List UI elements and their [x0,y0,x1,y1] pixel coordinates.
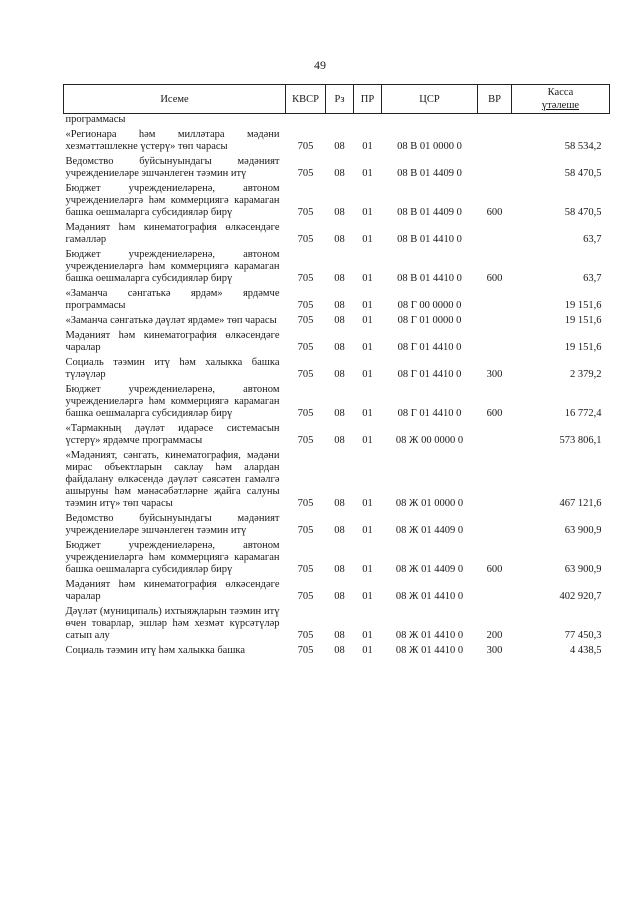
row-sum: 63 900,9 [564,525,602,536]
row-rz: 08 [334,300,345,311]
row-kvsr: 705 [297,591,314,602]
row-sum: 402 920,7 [559,591,602,602]
table-row [64,327,610,354]
row-name: «Тармакның дәүләт идарәсе системасын үстерү» ярдәмче программасы [65,423,280,446]
row-pr: 01 [362,525,373,536]
row-name: Ведомство буйсынуындагы мәдәният учреждениеләре эшчәнлеген тәэмин итү [65,513,280,536]
row-pr: 01 [362,342,373,353]
page-number: 49 [314,58,326,72]
row-rz: 08 [334,207,345,218]
row-pr: 01 [362,630,373,641]
row-kvsr: 705 [297,300,314,311]
row-csr: 08 Ж 01 4410 0 [395,591,464,602]
header-rz: Рз [326,85,354,114]
row-sum: 58 534,2 [564,141,602,152]
row-kvsr: 705 [297,168,314,179]
row-kvsr: 705 [297,408,314,419]
table-row [64,381,610,420]
table-row [64,420,610,447]
row-vr: 600 [486,207,503,218]
row-name: Социаль тәэмин итү һәм халыкка башка түләүләр [65,357,280,380]
row-name: Бюджет учреждениеләренә, автоном учреждениеләргә һәм коммерциягә карамаган башка оешмаларга субсидияләр бирү [65,540,280,575]
row-pr: 01 [362,564,373,575]
row-vr: 200 [486,630,503,641]
row-pr: 01 [362,435,373,446]
row-sum: 58 470,5 [564,168,602,179]
row-pr: 01 [362,234,373,245]
row-rz: 08 [334,564,345,575]
header-vr: ВР [478,85,512,114]
row-sum: 573 806,1 [559,435,602,446]
row-vr: 600 [486,408,503,419]
row-csr: 08 Г 00 0000 0 [397,300,462,311]
row-sum: 16 772,4 [564,408,602,419]
row-csr: 08 Ж 00 0000 0 [395,435,464,446]
table-row [64,219,610,246]
row-rz: 08 [334,645,345,656]
row-vr: 300 [486,369,503,380]
table-row [64,126,610,153]
row-name: «Заманча сәнгатькә дәүләт ярдәме» төп чарасы [65,315,277,326]
row-name: Дәүләт (муниципаль) ихтыяҗларын тәэмин итү өчен товарлар, эшләр һәм хезмәт күрсәтүләр сатып алу [65,606,280,641]
row-pr: 01 [362,315,373,326]
row-sum: 4 438,5 [570,645,602,656]
header-pr: ПР [354,85,382,114]
row-pr: 01 [362,273,373,284]
table-row [64,354,610,381]
row-sum: 19 151,6 [564,300,602,311]
row-csr: 08 В 01 0000 0 [397,141,462,152]
row-pr: 01 [362,300,373,311]
table-header [64,85,610,114]
row-csr: 08 Г 01 4410 0 [397,342,462,353]
header-name: Исеме [64,85,286,114]
header-kassa-line1: Касса [547,87,574,98]
continuation-row [64,114,610,127]
row-kvsr: 705 [297,435,314,446]
row-kvsr: 705 [297,630,314,641]
row-name: Бюджет учреждениеләренә, автоном учреждениеләргә һәм коммерциягә карамаган башка оешмаларга субсидияләр бирү [65,183,280,218]
row-kvsr: 705 [297,273,314,284]
row-kvsr: 705 [297,315,314,326]
table-row [64,312,610,327]
row-rz: 08 [334,369,345,380]
row-vr [478,312,512,327]
row-vr [478,126,512,153]
row-vr [478,219,512,246]
row-kvsr: 705 [297,564,314,575]
row-rz: 08 [334,315,345,326]
row-vr [478,285,512,312]
row-csr: 08 Г 01 4410 0 [397,408,462,419]
header-csr: ЦСР [382,85,478,114]
table-row [64,180,610,219]
row-sum: 77 450,3 [564,630,602,641]
row-pr: 01 [362,591,373,602]
row-rz: 08 [334,273,345,284]
row-vr [478,447,512,510]
row-kvsr: 705 [297,369,314,380]
row-rz: 08 [334,234,345,245]
row-vr: 300 [486,645,503,656]
row-pr: 01 [362,408,373,419]
row-vr: 600 [486,273,503,284]
row-kvsr: 705 [297,498,314,509]
row-kvsr: 705 [297,525,314,536]
row-csr: 08 Ж 01 0000 0 [395,498,464,509]
table-row [64,537,610,576]
row-vr [478,510,512,537]
row-sum: 467 121,6 [559,498,602,509]
table-row [64,447,610,510]
row-kvsr: 705 [297,342,314,353]
row-sum: 63 900,9 [564,564,602,575]
budget-table [63,84,610,657]
row-pr: 01 [362,168,373,179]
row-name: «Регионара һәм милләтара мәдәни хезмәттәшлекне үстерү» төп чарасы [65,129,280,152]
row-name: Мәдәният һәм кинематография өлкәсендәге чаралар [65,330,280,353]
row-kvsr: 705 [297,645,314,656]
row-name: Мәдәният һәм кинематография өлкәсендәге гамәлләр [65,222,280,245]
table-row [64,153,610,180]
row-sum: 58 470,5 [564,207,602,218]
row-name: Ведомство буйсынуындагы мәдәният учреждениеләре эшчәнлеген тәэмин итү [65,156,280,179]
row-pr: 01 [362,141,373,152]
row-sum: 2 379,2 [570,369,602,380]
row-name: Бюджет учреждениеләренә, автоном учреждениеләргә һәм коммерциягә карамаган башка оешмаларга субсидияләр бирү [65,384,280,419]
row-csr: 08 В 01 4409 0 [397,207,462,218]
row-rz: 08 [334,591,345,602]
row-csr: 08 Г 01 0000 0 [397,315,462,326]
row-vr [478,420,512,447]
row-sum: 19 151,6 [564,315,602,326]
row-rz: 08 [334,168,345,179]
row-rz: 08 [334,408,345,419]
row-csr: 08 В 01 4409 0 [397,168,462,179]
continuation-text: программасы [65,114,126,125]
row-rz: 08 [334,498,345,509]
row-vr [478,576,512,603]
row-sum: 63,7 [583,273,602,284]
row-kvsr: 705 [297,141,314,152]
row-rz: 08 [334,525,345,536]
table-row [64,642,610,657]
row-rz: 08 [334,630,345,641]
row-csr: 08 Ж 01 4410 0 [395,630,464,641]
row-kvsr: 705 [297,207,314,218]
row-csr: 08 В 01 4410 0 [397,273,462,284]
row-csr: 08 Ж 01 4410 0 [395,645,464,656]
row-rz: 08 [334,435,345,446]
table-row [64,285,610,312]
row-kvsr: 705 [297,234,314,245]
header-kassa [512,85,610,114]
row-vr: 600 [486,564,503,575]
header-kvsr: КВСР [286,85,326,114]
row-pr: 01 [362,645,373,656]
row-pr: 01 [362,498,373,509]
row-rz: 08 [334,141,345,152]
row-csr: 08 Г 01 4410 0 [397,369,462,380]
row-sum: 63,7 [583,234,602,245]
row-name: «Мәдәният, сәнгать, кинематография, мәдәни мирас объектларын саклау һәм алардан файдалану өлкәсендә дәүләт сәясәтен гамәлгә ашыруны һәм мәнәсәбәтләрне җайга салуны тәэмин итү» төп чарасы [65,450,280,509]
table-row [64,576,610,603]
row-pr: 01 [362,207,373,218]
row-name: Бюджет учреждениеләренә, автоном учреждениеләргә һәм коммерциягә карамаган башка оешмаларга субсидияләр бирү [65,249,280,284]
header-kassa-line2: үтәлеше [541,100,580,111]
row-sum: 19 151,6 [564,342,602,353]
row-name: «Заманча сәнгатькә ярдәм» ярдәмче программасы [65,288,280,311]
row-pr: 01 [362,369,373,380]
row-csr: 08 Ж 01 4409 0 [395,564,464,575]
table-row [64,603,610,642]
row-csr: 08 В 01 4410 0 [397,234,462,245]
row-vr [478,327,512,354]
row-name: Мәдәният һәм кинематография өлкәсендәге чаралар [65,579,280,602]
row-csr: 08 Ж 01 4409 0 [395,525,464,536]
row-vr [478,153,512,180]
row-name: Социаль тәэмин итү һәм халыкка башка [65,645,246,656]
row-rz: 08 [334,342,345,353]
table-row [64,510,610,537]
table-row [64,246,610,285]
